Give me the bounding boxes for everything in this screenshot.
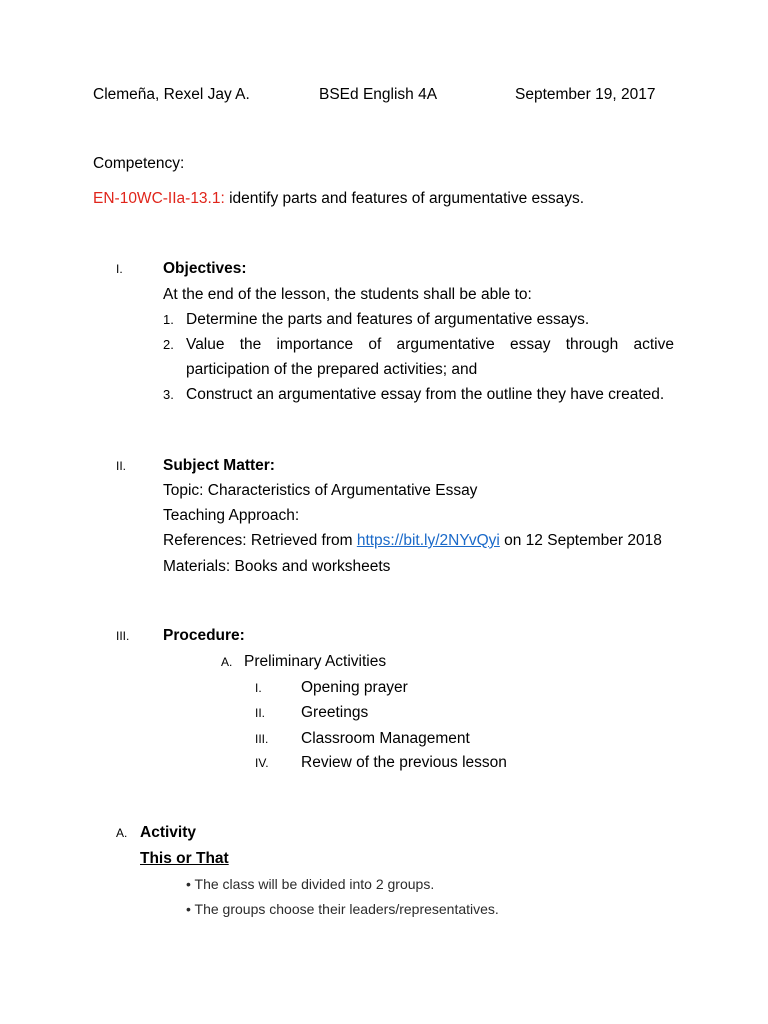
topic-line: Topic: Characteristics of Argumentative Essay bbox=[163, 482, 478, 499]
objective-text: Determine the parts and features of argumentative essays. bbox=[186, 311, 590, 328]
author-name: Clemeña, Rexel Jay A. bbox=[93, 86, 250, 103]
objectives-intro: At the end of the lesson, the students shall be able to: bbox=[163, 286, 532, 303]
activity-heading-line bbox=[116, 823, 196, 843]
preliminary-letter: A. bbox=[221, 655, 233, 669]
objective-item bbox=[163, 310, 589, 330]
preliminary-item bbox=[255, 678, 408, 698]
procedure-heading: Procedure: bbox=[163, 627, 245, 644]
objectives-heading-line bbox=[116, 259, 247, 279]
objective-text: Value the importance of argumentative essay through active bbox=[186, 336, 674, 353]
preliminary-item-numeral: III. bbox=[255, 732, 269, 746]
course-section: BSEd English 4A bbox=[319, 86, 438, 103]
objectives-heading: Objectives: bbox=[163, 260, 247, 277]
references-suffix: on 12 September 2018 bbox=[499, 532, 662, 549]
procedure-heading-line bbox=[116, 626, 245, 646]
preliminary-item-numeral: IV. bbox=[255, 756, 269, 770]
preliminary-item-text: Review of the previous lesson bbox=[301, 754, 507, 771]
objective-text: Construct an argumentative essay from the outline they have created. bbox=[186, 386, 665, 403]
preliminary-item-numeral: II. bbox=[255, 706, 266, 720]
preliminary-item-text: Opening prayer bbox=[301, 679, 408, 696]
subject-matter-heading: Subject Matter: bbox=[163, 457, 275, 474]
competency-line bbox=[93, 189, 584, 209]
objective-item bbox=[163, 385, 664, 405]
procedure-numeral: III. bbox=[116, 629, 130, 643]
activity-heading: Activity bbox=[140, 824, 196, 841]
competency-code: EN-10WC-IIa-13.1: bbox=[93, 190, 225, 207]
activity-bullet: • The class will be divided into 2 groups. bbox=[186, 876, 435, 892]
preliminary-item-text: Greetings bbox=[301, 704, 369, 721]
objective-text-continuation: participation of the prepared activities; and bbox=[186, 361, 478, 378]
activity-subheading: This or That bbox=[140, 850, 229, 867]
preliminary-activities-line bbox=[221, 652, 386, 672]
competency-description: identify parts and features of argumentative essays. bbox=[224, 190, 585, 207]
objective-number: 1. bbox=[163, 312, 174, 327]
subject-matter-numeral: II. bbox=[116, 459, 127, 473]
activity-letter: A. bbox=[116, 826, 128, 840]
objective-item bbox=[163, 335, 674, 355]
reference-link[interactable]: https://bit.ly/2NYvQyi bbox=[356, 532, 500, 549]
competency-label: Competency: bbox=[93, 155, 185, 172]
preliminary-item bbox=[255, 729, 470, 749]
objectives-numeral: I. bbox=[116, 262, 123, 276]
lesson-date: September 19, 2017 bbox=[515, 86, 656, 103]
teaching-approach-line: Teaching Approach: bbox=[163, 507, 300, 524]
subject-matter-heading-line bbox=[116, 456, 275, 476]
preliminary-item-text: Classroom Management bbox=[301, 730, 470, 747]
materials-line: Materials: Books and worksheets bbox=[163, 558, 391, 575]
preliminary-title: Preliminary Activities bbox=[244, 653, 387, 670]
preliminary-item-numeral: I. bbox=[255, 681, 262, 695]
objective-number: 2. bbox=[163, 337, 174, 352]
preliminary-item bbox=[255, 753, 507, 773]
preliminary-item bbox=[255, 703, 368, 723]
references-line bbox=[163, 531, 662, 551]
objective-number: 3. bbox=[163, 387, 174, 402]
references-prefix: References: Retrieved from bbox=[163, 532, 357, 549]
activity-bullet: • The groups choose their leaders/representatives. bbox=[186, 901, 499, 917]
